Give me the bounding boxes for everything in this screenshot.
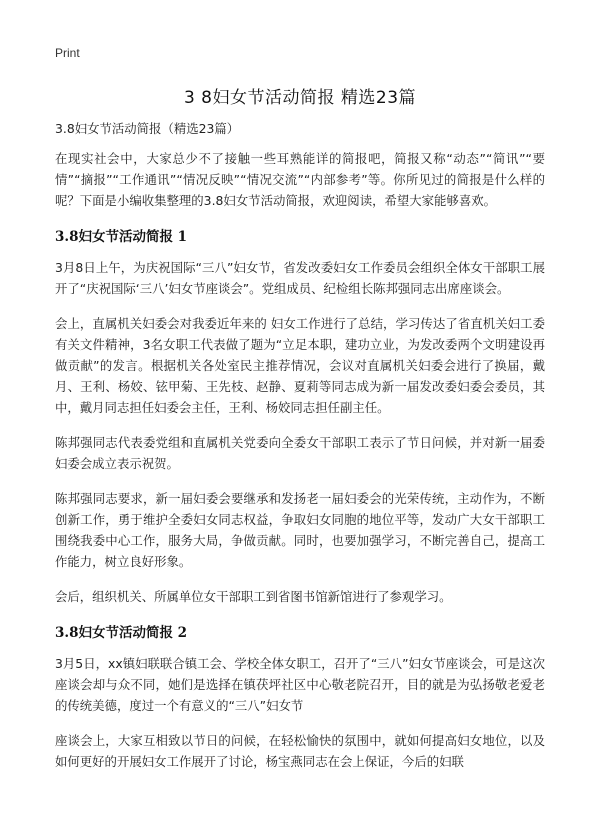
section1-paragraph: 会上，直属机关妇委会对我委近年来的 妇女工作进行了总结，学习传达了省直机关妇工委有关文件精神，3名女职工代表做了题为“立足本职，建功立业，为发改委两个文明建设再做贡献”的发言。根据机关各处室民主推荐情况，会议对直属机关妇委会进行了换届，戴月、王利、杨姣、铉甲菊、王先枝、赵静、夏莉等同志成为新一届发改委妇委会委员，其中，戴月同志担任妇委会主任，王利、杨姣同志担任副主任。: [55, 316, 545, 415]
section1-paragraph: 陈邦强同志代表委党组和直属机关党委向全委女干部职工表示了节日问候，并对新一届委妇委会成立表示祝贺。: [55, 435, 545, 471]
print-link[interactable]: Print: [55, 46, 80, 60]
page-title: 3 8妇女节活动简报 精选23篇: [183, 88, 417, 108]
section-heading-1: 3.8妇女节活动简报 1: [55, 229, 188, 245]
intro-paragraph: 在现实社会中，大家总少不了接触一些耳熟能详的简报吧，简报又称“动态”“简讯”“要情”“摘报”“工作通讯”“情况反映”“情况交流”“内部参考”等。你所见过的简报是什么样的呢？下面是小编收集整理的3.8妇女节活动简报，欢迎阅读，希望大家能够喜欢。: [55, 151, 545, 208]
section1-paragraph: 陈邦强同志要求，新一届妇委会要继承和发扬老一届妇委会的光荣传统，主动作为，不断创新工作，勇于维护全委妇女同志权益，争取妇女同胞的地位平等，发动广大女干部职工围绕我委中心工作，服务大局，争做贡献。同时，也要加强学习，不断完善自己，提高工作能力，树立良好形象。: [55, 491, 545, 569]
article-body: [55, 118, 545, 786]
section2-paragraph: 3月5日，xx镇妇联联合镇工会、学校全体女职工，召开了“三八”妇女节座谈会，可是这次座谈会却与众不同，她们是选择在镇茯坪社区中心敬老院召开，目的就是为弘扬敬老爱老的传统美德，度过一个有意义的“三八”妇女节: [55, 656, 545, 713]
section-heading-2: 3.8妇女节活动简报 2: [55, 625, 188, 641]
article-subtitle: 3.8妇女节活动简报（精选23篇）: [55, 121, 240, 136]
section1-paragraph: 3月8日上午，为庆祝国际“三八”妇女节，省发改委妇女工作委员会组织全体女干部职工展开了“庆祝国际‘三八’妇女节座谈会”。党组成员、纪检组长陈邦强同志出席座谈会。: [55, 260, 545, 296]
section1-paragraph: 会后，组织机关、所属单位女干部职工到省图书馆新馆进行了参观学习。: [55, 589, 452, 604]
section2-paragraph: 座谈会上，大家互相致以节日的问候，在轻松愉快的氛围中，就如何提高妇女地位，以及如何更好的开展妇女工作展开了讨论，杨宝燕同志在会上保证，今后的妇联: [55, 733, 545, 769]
